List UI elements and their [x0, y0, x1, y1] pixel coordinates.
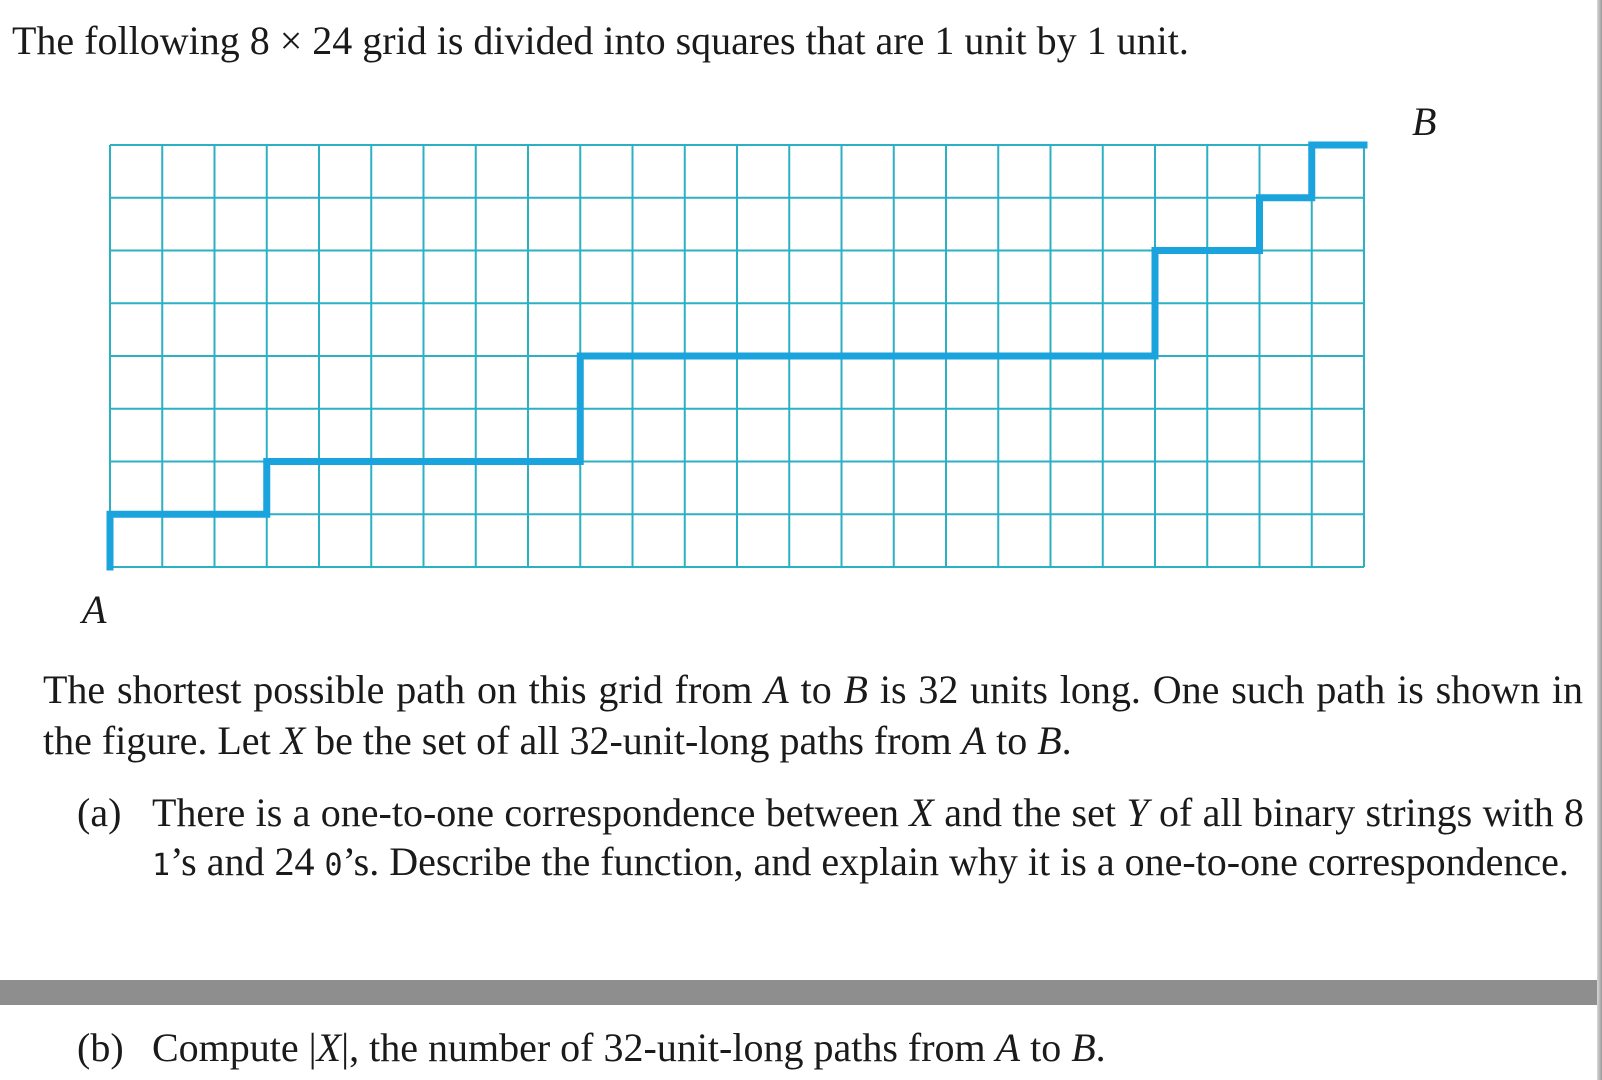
label-b: B [1412, 99, 1437, 144]
part-a [77, 788, 1587, 938]
problem-paragraph: The shortest possible path on this grid from A to B is 32 units long. One such path is shown in the figure. Let X be the set of all 32-unit-long paths from A to B. [43, 667, 1584, 763]
part-a-label: (a) [77, 790, 122, 835]
intro-sentence: The following 8 × 24 grid is divided into squares that are 1 unit by 1 unit. [12, 18, 1189, 63]
section-divider [0, 980, 1597, 1005]
part-b-text: Compute |X|, the number of 32-unit-long paths from A to B. [152, 1025, 1106, 1070]
label-a: A [82, 587, 107, 632]
part-a-text: There is a one-to-one correspondence between X and the set Y of all binary strings with 8 1’s and 24 0’s. Describe the function, and explain why it is a one-to-one correspondence. [152, 790, 1585, 884]
part-b-label: (b) [77, 1025, 124, 1070]
